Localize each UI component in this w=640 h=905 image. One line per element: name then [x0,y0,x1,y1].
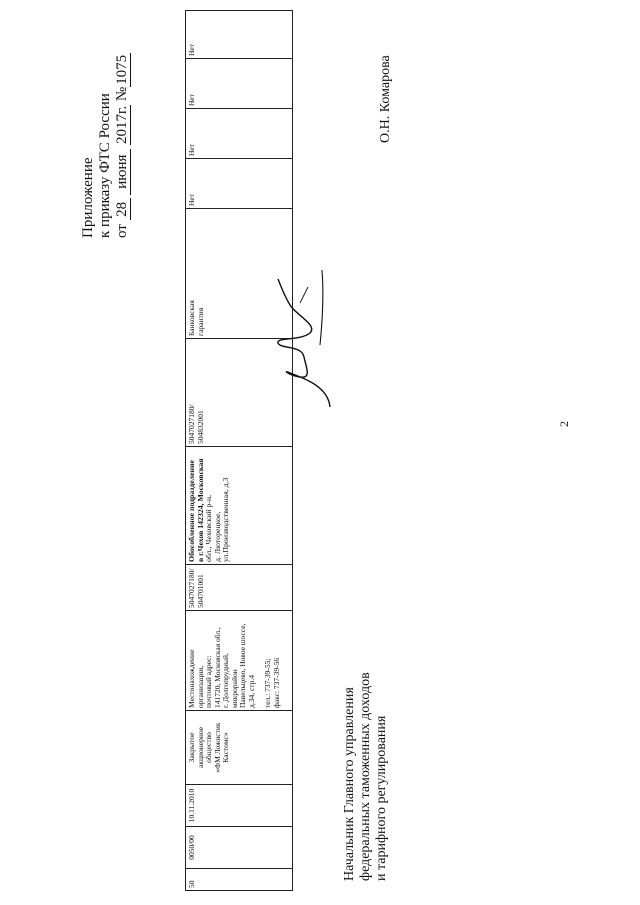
flag-cell-3: Нет [186,59,293,109]
branch-cell: Обособленное подразделение в г.Чехов 142324, Московская обл., Чеховский р-н, д. Люторецкое, ул.Производственная, д.3 [186,447,293,565]
flag-cell-1: Нет [186,159,293,209]
branch-inn-kpp-cell: 5047027180/ 504832001 [186,339,293,447]
appendix-date-line [114,53,131,238]
from-label: от [114,224,130,238]
register-table [185,10,293,891]
table-row [186,11,293,891]
order-number: 1075 [114,54,130,85]
inn-kpp-cell: 5047027180/ 504701001 [186,565,293,611]
number-label: № [114,86,130,102]
date-cell: 10.11.2010 [186,785,293,827]
order-month: июня [115,149,131,195]
org-name-cell: Закрытое акционерное общество «ФМ Ложистик Кастомс» [186,711,293,785]
appendix-title: Приложение [80,157,96,238]
chief-title: Начальник Главного управления федеральных таможенных доходов и тарифного регулирования [342,672,389,881]
guarantee-cell: Банковская гарантия [186,209,293,339]
appendix-order-line: к приказу ФТС России [97,93,113,238]
order-year: 2017г. [114,105,130,144]
handwritten-signature [260,265,370,415]
appendix-header [80,53,131,238]
signatory-name: О.Н. Комарова [378,55,393,143]
order-day: 28 [115,198,131,220]
reg-number-cell: 0050/00 [186,827,293,869]
row-number-cell: 50 [186,869,293,891]
flag-cell-4: Нет [186,11,293,59]
page-number: 2 [557,421,571,427]
flag-cell-2: Нет [186,109,293,159]
address-cell: Местонахождение организации, почтовый адрес: 141720, Московская обл., г. Долгопрудный, микрорайон Павельцево, Новое шоссе, д.34, стр.4 тел.: 737-39-55; факс: 737-39-56 [186,611,293,711]
